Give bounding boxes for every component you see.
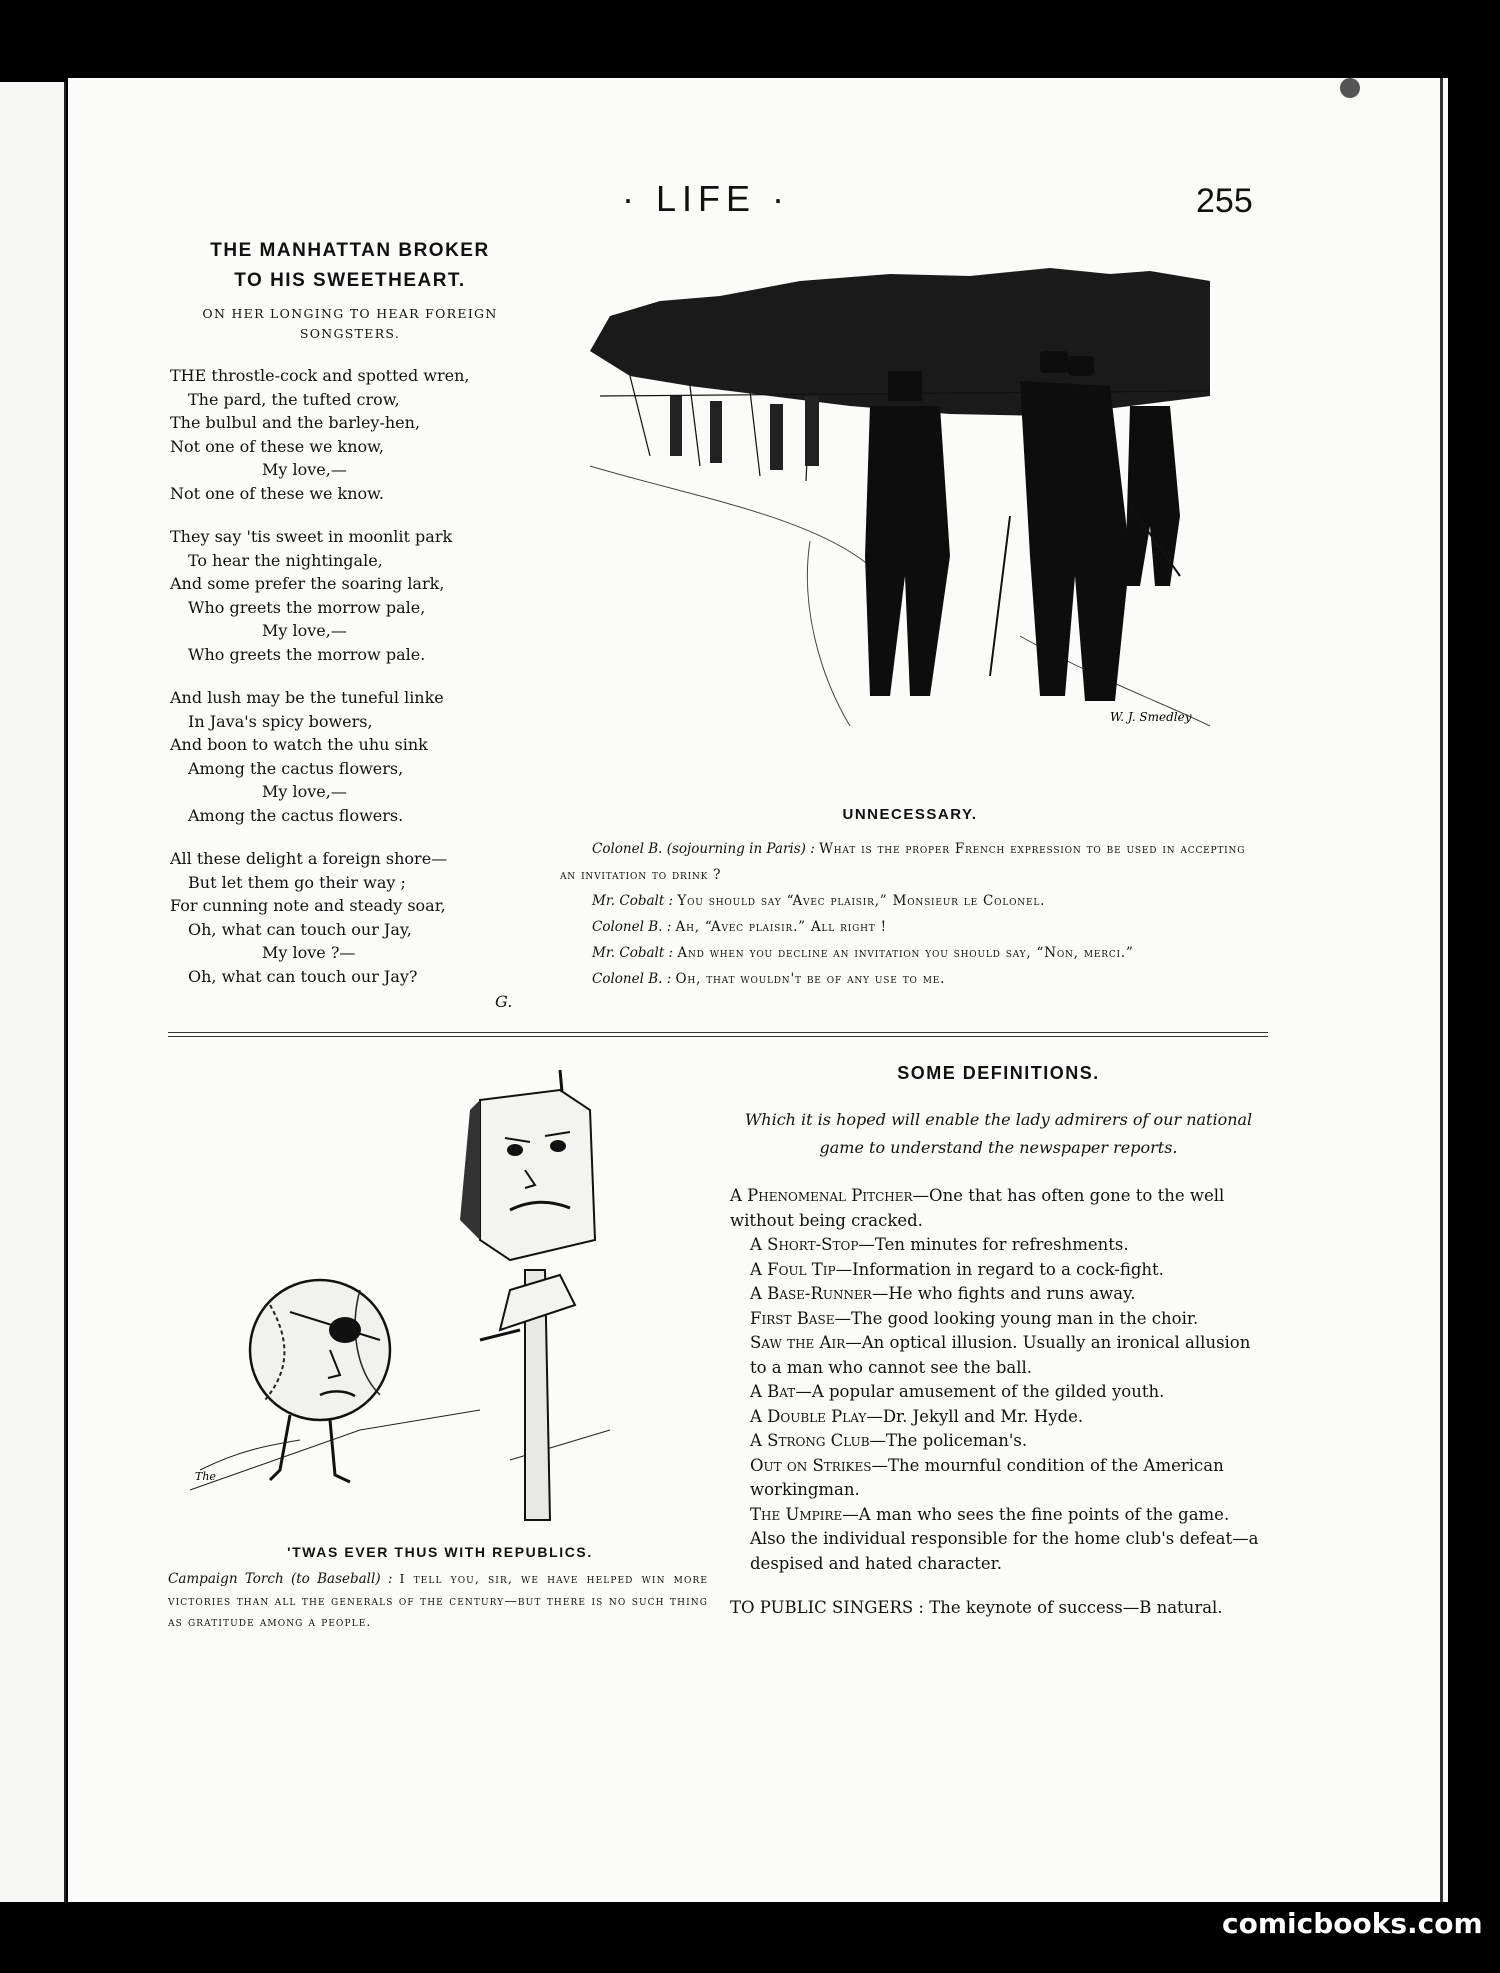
term: The Umpire xyxy=(750,1504,843,1524)
term: A Strong Club xyxy=(750,1431,870,1450)
speech: Ah, “Avec plaisir.” All right ! xyxy=(675,919,887,935)
stanza-3 xyxy=(170,686,530,827)
poem-line: Not one of these we know, xyxy=(170,436,385,456)
dialogue-line xyxy=(560,914,1265,940)
stanza-2 xyxy=(170,525,530,666)
section-rule xyxy=(168,1036,1268,1037)
speaker: Campaign Torch (to Baseball) : xyxy=(168,1571,393,1587)
svg-text:The: The xyxy=(195,1470,216,1483)
poem xyxy=(170,236,530,988)
poem-line: And boon to watch the uhu sink xyxy=(170,735,428,754)
speaker: Colonel B. (sojourning in Paris) : xyxy=(592,841,815,857)
definition: —One that has often gone to the well without being cracked. xyxy=(730,1186,1225,1230)
speech: You should say “Avec plaisir,” Monsieur le Colonel. xyxy=(677,893,1046,909)
definition: —The policeman's. xyxy=(869,1431,1028,1450)
stanza-4 xyxy=(170,847,530,988)
poem-line: My love ?— xyxy=(262,943,356,962)
poem-line: The pard, the tufted crow, xyxy=(188,389,400,409)
definition: —Information in regard to a cock-fight. xyxy=(835,1259,1164,1279)
dialogue-line xyxy=(560,966,1265,992)
speaker: Colonel B. : xyxy=(592,919,672,935)
term: A Foul Tip xyxy=(750,1259,836,1279)
cartoon-caption: UNNECESSARY. xyxy=(842,806,978,823)
poem-line: For cunning note and steady soar, xyxy=(170,896,446,915)
poem-line: They say 'tis sweet in moonlit park xyxy=(170,527,453,546)
poem-title-line: THE MANHATTAN BROKER xyxy=(210,240,490,261)
masthead: · LIFE · xyxy=(621,178,790,219)
definition: —A man who sees the fine points of the game. Also the individual responsible for the home club's defeat—a despised and hated character. xyxy=(750,1504,1259,1573)
poem-line: All these delight a foreign shore— xyxy=(170,849,448,868)
stanza-1 xyxy=(170,364,530,505)
poem-line: But let them go their way ; xyxy=(188,872,406,892)
poem-line: To hear the nightingale, xyxy=(188,550,383,570)
poem-line: The bulbul and the barley-hen, xyxy=(170,413,421,432)
definition-entry xyxy=(730,1405,1267,1430)
poem-line: Who greets the morrow pale, xyxy=(188,597,426,617)
definition: —A popular amusement of the gilded youth. xyxy=(795,1382,1165,1401)
definition: —Ten minutes for refreshments. xyxy=(858,1235,1129,1254)
poem-title-line: TO HIS SWEETHEART. xyxy=(234,270,466,291)
public-singers-note xyxy=(730,1596,1267,1621)
dialogue-line xyxy=(560,888,1265,914)
poem-signature: G. xyxy=(495,992,513,1011)
definition-entry xyxy=(730,1233,1267,1258)
definition: —Dr. Jekyll and Mr. Hyde. xyxy=(866,1406,1084,1426)
term: A Short-Stop xyxy=(750,1235,859,1254)
definition-entry xyxy=(730,1307,1267,1332)
definition: —The mournful condition of the American workingman. xyxy=(750,1455,1224,1499)
page-edge xyxy=(1440,78,1443,1902)
speaker: Colonel B. : xyxy=(592,971,672,987)
article-intro: Which it is hoped will enable the lady admirers of our national game to understand the newspaper reports. xyxy=(744,1110,1253,1157)
speech: What is the proper French expression to be used in accepting an invitation to drink ? xyxy=(560,841,1246,883)
poem-line: And lush may be the tuneful linke xyxy=(170,688,444,707)
definition: —The good looking young man in the choir. xyxy=(834,1308,1199,1328)
cartoon-dialogue xyxy=(560,836,1265,992)
note-lead: TO PUBLIC SINGERS : xyxy=(730,1598,924,1617)
definition: —An optical illusion. Usually an ironical allusion to a man who cannot see the ball. xyxy=(750,1333,1251,1377)
term: A Base-Runner xyxy=(750,1284,872,1303)
poem-subtitle xyxy=(170,304,530,344)
previous-page-edge xyxy=(0,82,66,1902)
article-title: SOME DEFINITIONS. xyxy=(897,1063,1100,1083)
poem-line: And some prefer the soaring lark, xyxy=(170,574,445,593)
poem-line: THE throstle-cock and spotted wren, xyxy=(170,366,470,385)
term: First Base xyxy=(750,1308,835,1328)
poem-line: Who greets the morrow pale. xyxy=(188,644,426,664)
cartoon-caption: 'TWAS EVER THUS WITH REPUBLICS. xyxy=(287,1544,593,1560)
poem-line: My love,— xyxy=(262,460,347,479)
poem-line: Among the cactus flowers. xyxy=(188,805,404,825)
definitions-list xyxy=(730,1184,1267,1576)
poem-line: In Java's spicy bowers, xyxy=(188,711,373,731)
poem-line: Oh, what can touch our Jay, xyxy=(188,919,412,939)
speech: And when you decline an invitation you should say, “Non, merci.” xyxy=(677,945,1134,961)
dialogue-line xyxy=(560,940,1265,966)
speech: Oh, that wouldn't be of any use to me. xyxy=(675,971,946,987)
definition-entry xyxy=(730,1503,1267,1577)
illustration-gentlemen-in-paris xyxy=(570,256,1230,756)
watermark: comicbooks.com xyxy=(1222,1907,1483,1940)
term: A Phenomenal Pitcher xyxy=(730,1186,913,1205)
speaker: Mr. Cobalt : xyxy=(592,945,674,961)
speech: I tell you, sir, we have helped win more victories than all the generals of the century—but there is no such thing as gratitude among a people. xyxy=(168,1571,708,1629)
section-rule xyxy=(168,1032,1268,1033)
poem-line: Among the cactus flowers, xyxy=(188,758,404,778)
artist-signature: W. J. Smedley xyxy=(1110,710,1192,724)
term: A Double Play xyxy=(750,1406,867,1426)
definition-entry xyxy=(730,1258,1267,1283)
term: Saw the Air xyxy=(750,1333,846,1352)
definition-entry xyxy=(730,1380,1267,1405)
definition-entry xyxy=(730,1282,1267,1307)
cartoon-dialogue xyxy=(168,1568,708,1632)
poem-title xyxy=(170,236,530,296)
poem-line: My love,— xyxy=(262,782,347,801)
definitions-article xyxy=(730,1060,1267,1576)
note-text: The keynote of success—B natural. xyxy=(929,1598,1223,1617)
term: Out on Strikes xyxy=(750,1455,872,1475)
term: A Bat xyxy=(750,1382,796,1401)
definition-entry xyxy=(730,1184,1267,1233)
poem-line: My love,— xyxy=(262,621,347,640)
dialogue-line xyxy=(560,836,1265,888)
ink-blot xyxy=(1340,78,1360,98)
poem-subtitle-line: ON HER LONGING TO HEAR FOREIGN xyxy=(202,306,498,321)
poem-line: Not one of these we know. xyxy=(170,483,385,503)
definition-entry xyxy=(730,1429,1267,1454)
definition-entry xyxy=(730,1331,1267,1380)
poem-line: Oh, what can touch our Jay? xyxy=(188,966,418,986)
definition-entry xyxy=(730,1454,1267,1503)
poem-subtitle-line: SONGSTERS. xyxy=(299,326,401,341)
definition: —He who fights and runs away. xyxy=(871,1284,1136,1303)
page-number: 255 xyxy=(1196,182,1253,220)
speaker: Mr. Cobalt : xyxy=(592,893,674,909)
illustration-torch-and-baseball xyxy=(180,1050,700,1540)
